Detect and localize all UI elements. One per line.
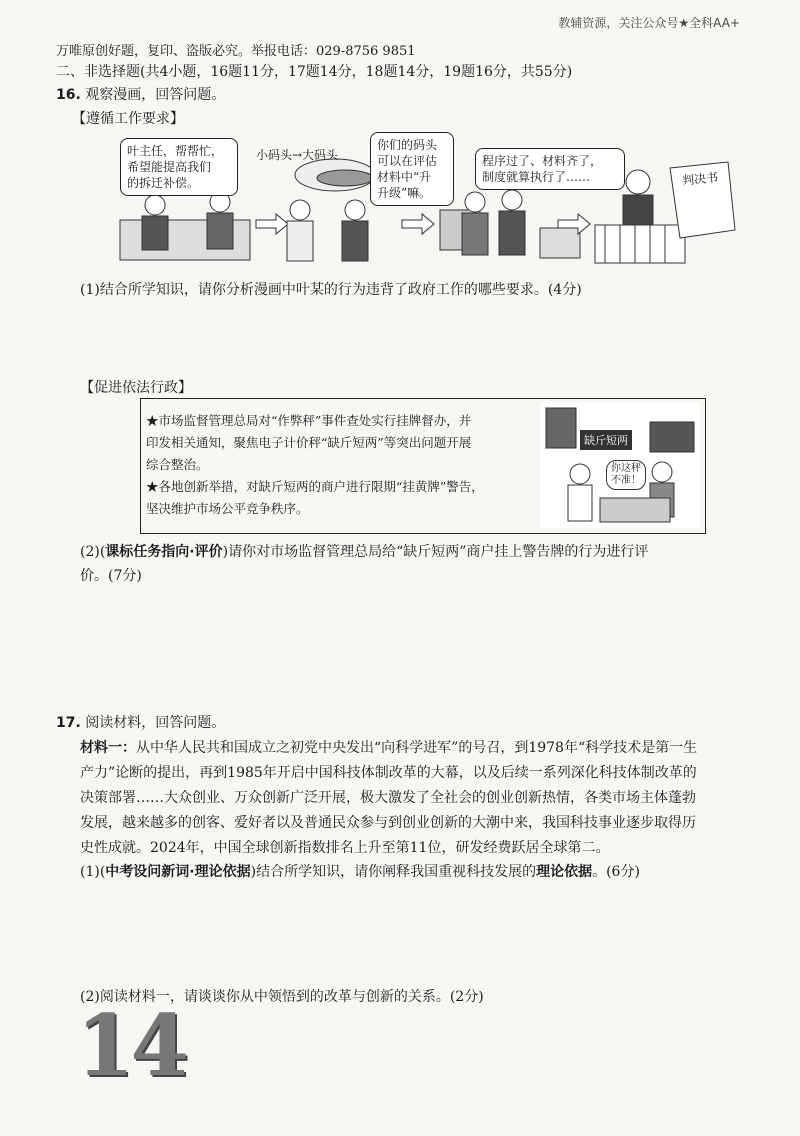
market-comic [540,402,700,528]
speech-bubble-3: 程序过了、材料齐了， 制度就算执行了…… [475,148,625,190]
question-tag: 中考设问新词·理论依据 [105,864,251,880]
question-number: 17. [56,715,81,731]
copyright-notice: 万唯原创好题，复印、盗版必究。举报电话：029-8756 9851 [56,44,416,59]
part-title-law-administration: 【促进依法行政】 [80,380,192,396]
question-number: 16. [56,87,81,103]
material-box-text: ★市场监督管理总局对“作弊秤”事件查处实行挂牌督办，并 印发相关通知，聚焦电子计价秤“缺斤短两”等突出问题开展 综合整治。 ★各地创新举措，对缺斤短两的商户进行限期“挂黄牌”警告， 坚决维护市场公平竞争秩序。 [146,413,484,516]
q16-sub2: (2)(课标任务指向·评价)请你对市场监督管理总局给“缺斤短两”商户挂上警告牌的行为进行评 [80,544,649,560]
comic-strip-1 [80,130,740,270]
page-number: 14 [76,996,185,1095]
question-17-header [56,712,225,734]
question-prompt: 阅读材料，回答问题。 [85,715,226,731]
q17-sub1: (1)(中考设问新词·理论依据)结合所学知识，请你阐释我国重视科技发展的理论依据。(6分) [80,864,640,880]
q16-sub2-cont: 价。(7分) [80,568,142,584]
caption-dock: 小码头→大码头 [256,148,339,162]
question-prompt: 观察漫画，回答问题。 [85,87,226,103]
q17-sub2: (2)阅读材料一，请谈谈你从中领悟到的改革与创新的关系。(2分) [80,989,484,1005]
customer-speech: 你这秤 不准！ [606,460,646,490]
question-16-header [56,84,225,106]
material-label: 材料一： [80,740,136,756]
material-one: 材料一：从中华人民共和国成立之初党中央发出“向科学进军”的号召，到1978年“科学技术是第一生 产力”论断的提出，再到1985年开启中国科技体制改革的大幕，以及后续一系列深化科技体制改革的 决策部署……大众创业、万众创新广泛开展，极大激发了全社会的创业创新热情，各类市场主体蓬勃 发展，越来越多的创客、爱好者以及普通民众参与到创业创新的大潮中来，我国科技事业逐步取得历 史性成就。2024年，中国全球创新指数排名上升至第11位，研发经费跃居全球第二。 [80,740,698,856]
question-tag: 课标任务指向·评价 [105,544,223,560]
q16-sub1: (1)结合所学知识，请你分析漫画中叶某的行为违背了政府工作的哪些要求。(4分) [80,282,582,298]
warning-sign: 缺斤短两 [580,430,632,450]
section-title: 二、非选择题(共4小题，16题11分，17题14分，18题14分，19题16分，共55分) [56,64,573,80]
speech-bubble-2: 你们的码头 可以在评估 材料中“升 升级”嘛。 [370,132,454,206]
watermark-text: 教辅资源，关注公众号★全科AA+ [558,16,740,30]
part-title-work-requirements: 【遵循工作要求】 [72,111,184,127]
verdict-document: 判决书 [681,170,719,188]
speech-bubble-1: 叶主任，帮帮忙， 希望能提高我们 的拆迁补偿。 [120,138,238,196]
